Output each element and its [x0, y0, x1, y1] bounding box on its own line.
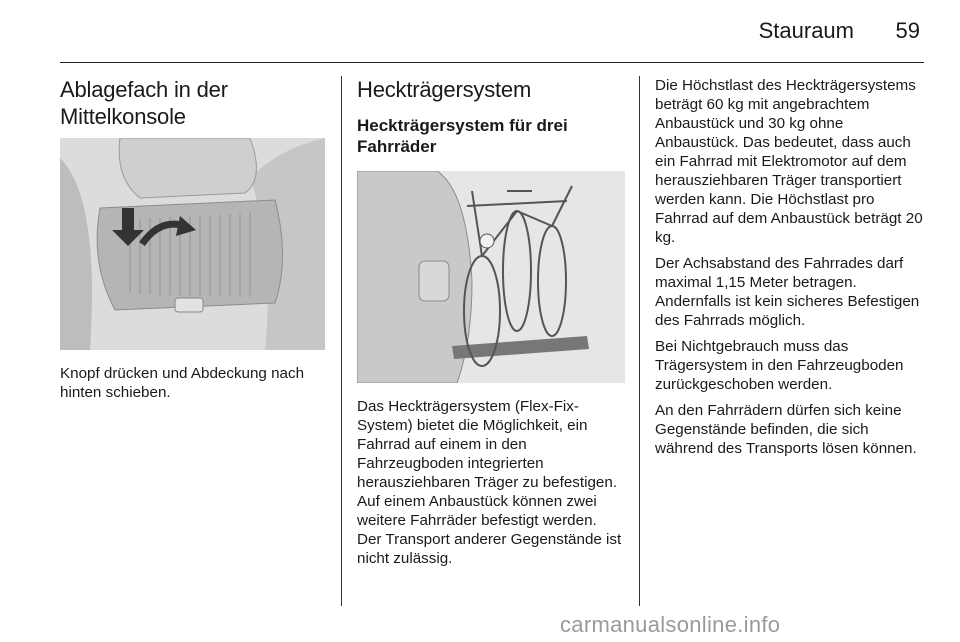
caption-console-storage: Knopf drücken und Abdeckung nach hinten schieben. [60, 365, 305, 401]
page-number: 59 [895, 18, 920, 43]
heading-rear-carrier: Heckträgersystem [357, 77, 532, 102]
heading-console-storage: Ablagefach in der Mittelkonsole [60, 77, 228, 129]
paragraph-carrier-intro: Das Heckträgersystem (Flex-Fix-System) bietet die Möglichkeit, ein Fahrrad auf einem in den Fahrzeugboden integrierten herausziehbaren Träger zu befestigen. Auf einem Anbaustück können zwei weitere Fahrräder befestigt werden. Der Transport anderer Gegenstände ist nicht zulässig. [357, 398, 622, 567]
page-header [60, 0, 924, 63]
bike-carrier-illustration [357, 171, 625, 383]
column-divider-1 [341, 76, 342, 606]
column-carrier-details [655, 76, 923, 465]
paragraph-loose-items: An den Fahrrädern dürfen sich keine Gegenstände befinden, die sich während des Transports lösen können. [655, 402, 917, 457]
paragraph-axle-distance: Der Achsabstand des Fahrrades darf maximal 1,15 Meter betragen. Andernfalls ist kein sicheres Befestigen des Fahrrads möglich. [655, 255, 920, 329]
console-storage-illustration [60, 138, 325, 350]
paragraph-retract: Bei Nichtgebrauch muss das Trägersystem in den Fahrzeugboden zurückgeschoben werden. [655, 338, 904, 393]
subheading-three-bikes: Heckträgersystem für drei Fahrräder [357, 116, 568, 156]
section-title: Stauraum [758, 18, 854, 43]
paragraph-max-load: Die Höchstlast des Heckträgersystems beträgt 60 kg mit angebrachtem Anbaustück und 30 kg ohne Anbaustück. Das bedeutet, dass auch ein Fahrrad mit Elektromotor auf dem herausziehbaren Träger transportiert werden kann. Die Höchstlast pro Fahrrad auf dem Anbaustück beträgt 20 kg. [655, 77, 923, 246]
watermark: carmanualsonline.info [560, 612, 781, 637]
column-divider-2 [639, 76, 640, 606]
column-rear-carrier [357, 76, 625, 575]
column-console-storage [60, 76, 325, 409]
